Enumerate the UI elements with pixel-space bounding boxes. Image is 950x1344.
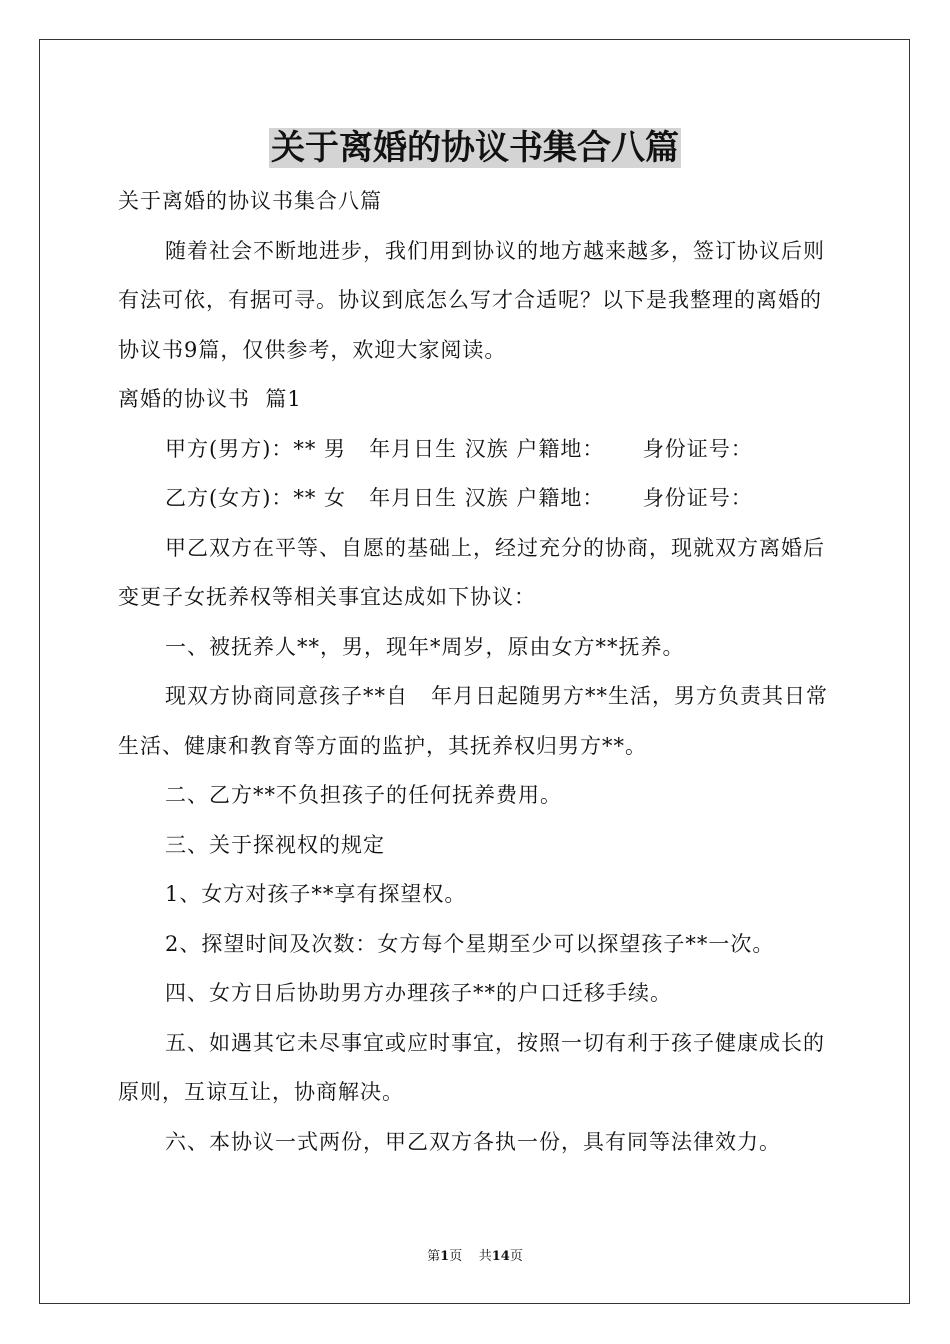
paragraph: 随着社会不断地进步，我们用到协议的地方越来越多，签订协议后则有法可依，有据可寻。协议到底怎么写才合适呢？以下是我整理的离婚的协议书9篇，仅供参考，欢迎大家阅读。 [118,238,825,362]
paragraph: 现双方协商同意孩子**自 年月日起随男方**生活，男方负责其日常生活、健康和教育等方面的监护，其抚养权归男方**。 [118,684,829,758]
paragraph: 一、被抚养人**，男，现年*周岁，原由女方**抚养。 [165,634,685,659]
document-title-text: 关于离婚的协议书集合八篇 [271,128,679,168]
document-body [118,177,834,1167]
paragraph: 1、女方对孩子**享有探望权。 [165,882,467,906]
footer-prefix: 第 [427,1249,441,1264]
footer-total-unit: 页 [509,1249,523,1264]
paragraph: 关于离婚的协议书集合八篇 [118,189,382,213]
paragraph: 甲乙双方在平等、自愿的基础上，经过充分的协商，现就双方离婚后变更子女抚养权等相关事宜达成如下协议： [118,535,825,609]
paragraph: 乙方(女方)：** 女 年月日生 汉族 户籍地： 身份证号： [165,486,753,510]
footer-total-prefix: 共 [478,1249,492,1264]
paragraph: 甲方(男方)：** 男 年月日生 汉族 户籍地： 身份证号： [165,436,753,461]
footer-total-pages: 14 [491,1249,510,1264]
footer-page-number: 1 [440,1249,450,1264]
paragraph: 三、关于探视权的规定 [165,832,385,857]
page-footer [0,1248,950,1266]
paragraph: 2、探望时间及次数：女方每个星期至少可以探望孩子**一次。 [165,931,775,956]
paragraph: 四、女方日后协助男方办理孩子**的户口迁移手续。 [165,981,672,1005]
paragraph: 六、本协议一式两份，甲乙双方各执一份，具有同等法律效力。 [165,1129,781,1154]
paragraph: 离婚的协议书 篇1 [118,387,302,411]
paragraph: 二、乙方**不负担孩子的任何抚养费用。 [165,783,562,807]
paragraph: 五、如遇其它未尽事宜或应时事宜，按照一切有利于孩子健康成长的原则，互谅互让，协商解决。 [118,1030,825,1104]
document-title [0,126,950,170]
footer-page-unit: 页 [449,1249,463,1264]
